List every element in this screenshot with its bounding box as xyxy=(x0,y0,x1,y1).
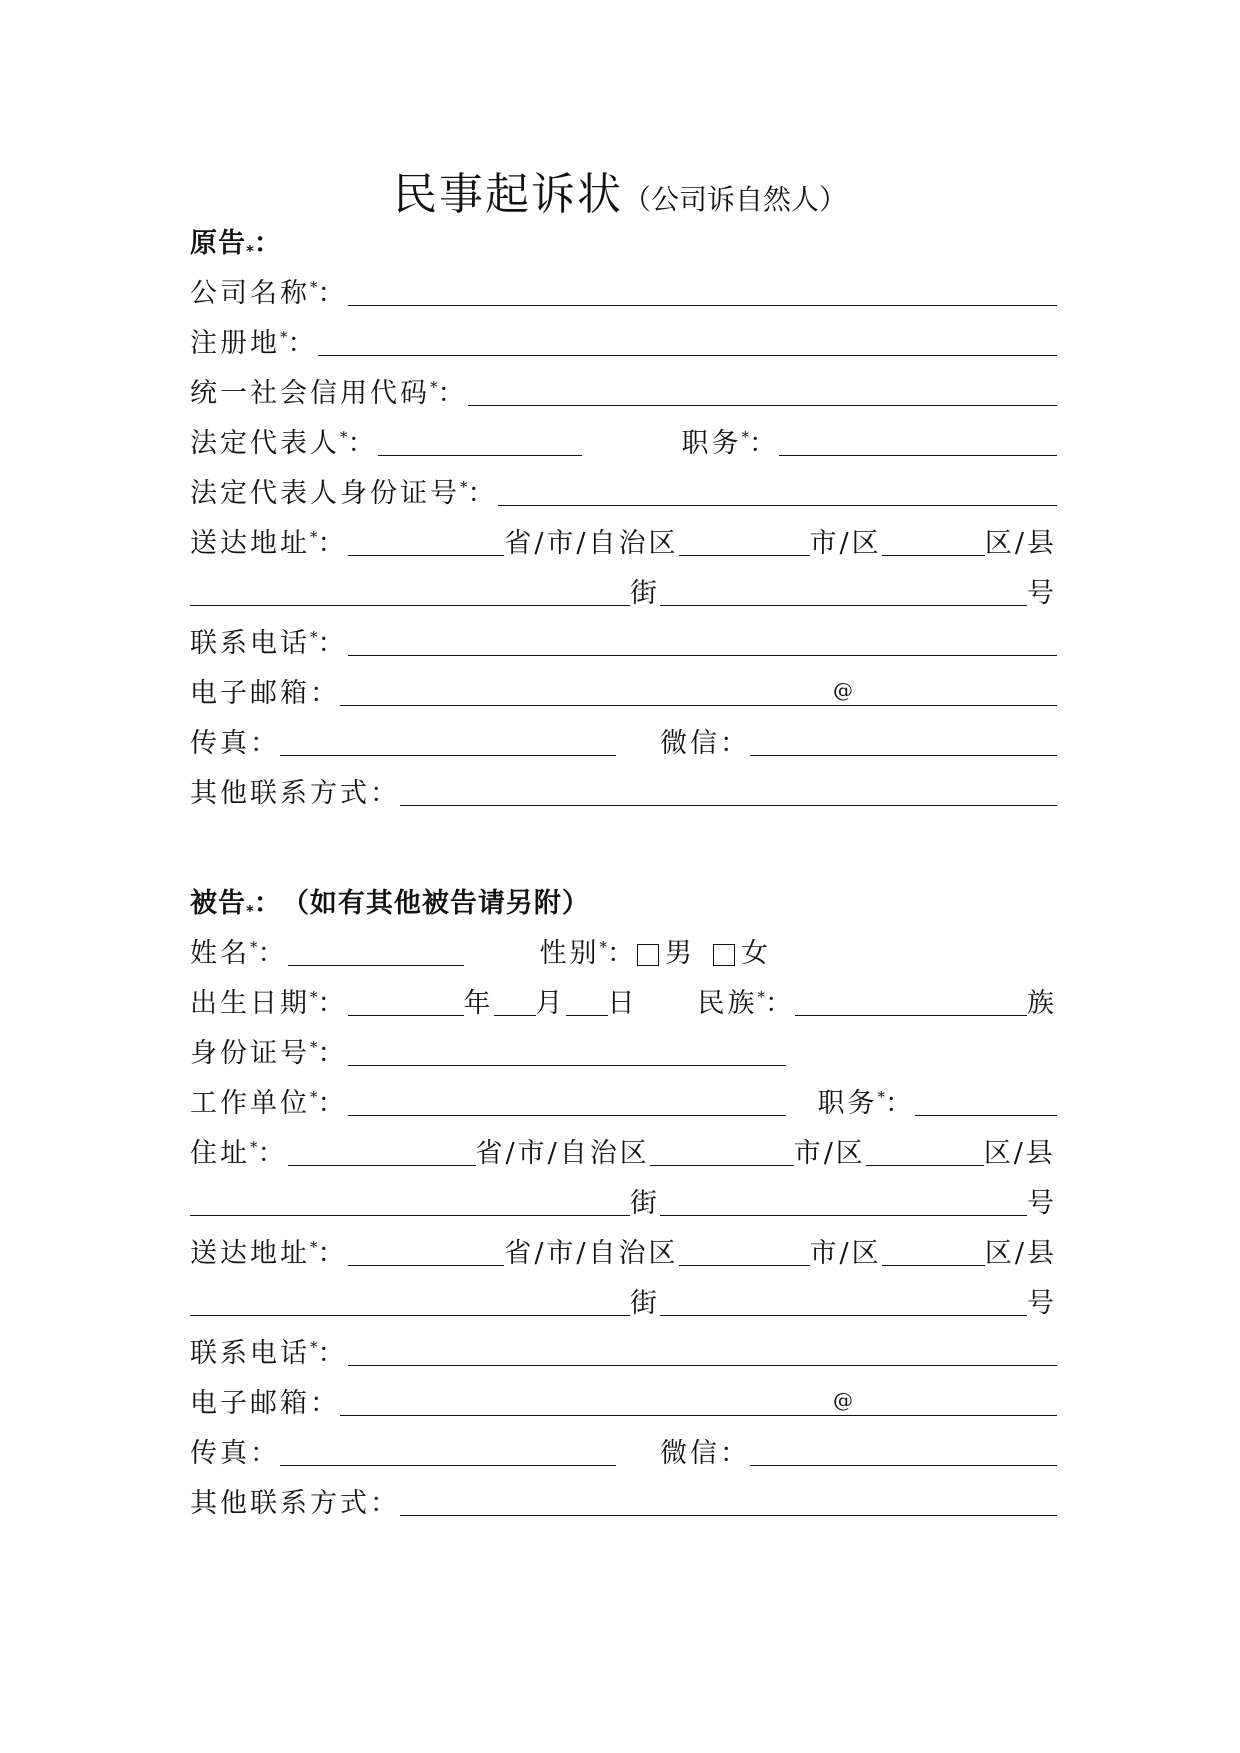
defendant-province-field[interactable] xyxy=(348,1239,505,1266)
legal-rep-field[interactable] xyxy=(378,429,582,456)
defendant-number-label: 号 xyxy=(1027,1288,1057,1319)
city-label: 市/区 xyxy=(809,528,882,559)
male-checkbox[interactable] xyxy=(637,944,659,966)
required-mark: * xyxy=(246,902,254,920)
fax-field[interactable] xyxy=(280,729,616,756)
defendant-position-field[interactable] xyxy=(915,1089,1057,1116)
defendant-phone-field[interactable] xyxy=(348,1339,1058,1366)
defendant-fax-wechat-row xyxy=(190,1428,1057,1470)
service-address-label: 送达地址*： xyxy=(190,528,348,559)
plaintiff-credit-code-row xyxy=(190,368,1057,410)
residence-street-label: 街 xyxy=(630,1188,660,1219)
workplace-field[interactable] xyxy=(348,1089,786,1116)
credit-code-field[interactable] xyxy=(468,379,1058,406)
title-sub: （公司诉自然人） xyxy=(622,183,847,216)
plaintiff-registered-address-row xyxy=(190,318,1057,360)
defendant-service-address-label: 送达地址*： xyxy=(190,1238,348,1269)
legal-rep-label: 法定代表人*： xyxy=(190,428,378,459)
required-mark: * xyxy=(246,242,254,260)
defendant-wechat-label: 微信： xyxy=(660,1438,750,1469)
male-label: 男 xyxy=(665,938,695,969)
female-label: 女 xyxy=(741,938,771,969)
ethnicity-field[interactable] xyxy=(795,989,1027,1016)
defendant-heading-label: 被告 xyxy=(190,888,246,919)
document-title xyxy=(0,158,1240,222)
defendant-heading xyxy=(190,878,1057,920)
defendant-name-gender-row xyxy=(190,928,1057,970)
plaintiff-fax-wechat-row xyxy=(190,718,1057,760)
defendant-street-label: 街 xyxy=(630,1288,660,1319)
other-contact-label: 其他联系方式： xyxy=(190,778,400,809)
plaintiff-other-contact-row xyxy=(190,768,1057,810)
defendant-birth-ethnicity-row xyxy=(190,978,1057,1020)
defendant-service-street-row xyxy=(190,1278,1057,1320)
residence-street-field[interactable] xyxy=(190,1189,630,1216)
defendant-other-contact-field[interactable] xyxy=(400,1489,1057,1516)
name-field[interactable] xyxy=(288,939,464,966)
birth-day-field[interactable] xyxy=(566,989,608,1016)
plaintiff-service-address-row xyxy=(190,518,1057,560)
legal-rep-id-label: 法定代表人身份证号*： xyxy=(190,478,498,509)
year-label: 年 xyxy=(463,988,494,1019)
plaintiff-company-name-row xyxy=(190,268,1057,310)
title-main: 民事起诉状 xyxy=(392,169,623,220)
county-label: 区/县 xyxy=(984,528,1057,559)
wechat-label: 微信： xyxy=(660,728,750,759)
plaintiff-heading-label: 原告 xyxy=(190,228,246,259)
residence-number-field[interactable] xyxy=(660,1189,1027,1216)
street-label: 街 xyxy=(630,578,660,609)
defendant-city-label: 市/区 xyxy=(809,1238,882,1269)
colon: ： xyxy=(253,228,282,259)
defendant-county-field[interactable] xyxy=(882,1239,985,1266)
defendant-service-address-row xyxy=(190,1228,1057,1270)
defendant-street-field[interactable] xyxy=(190,1289,630,1316)
province-field[interactable] xyxy=(348,529,505,556)
email-field[interactable] xyxy=(340,679,1057,706)
defendant-workplace-row xyxy=(190,1078,1057,1120)
defendant-email-label: 电子邮箱： xyxy=(190,1388,340,1419)
defendant-residence-street-row xyxy=(190,1178,1057,1220)
colon: ： xyxy=(253,888,282,919)
plaintiff-legal-rep-row xyxy=(190,418,1057,460)
defendant-email-row xyxy=(190,1378,1057,1420)
defendant-other-contact-label: 其他联系方式： xyxy=(190,1488,400,1519)
defendant-wechat-field[interactable] xyxy=(750,1439,1057,1466)
registered-address-field[interactable] xyxy=(318,329,1058,356)
fax-label: 传真： xyxy=(190,728,280,759)
defendant-county-label: 区/县 xyxy=(984,1238,1057,1269)
at-sign: @ xyxy=(833,678,853,702)
defendant-city-field[interactable] xyxy=(679,1239,810,1266)
defendant-position-label: 职务*： xyxy=(817,1088,915,1119)
plaintiff-heading xyxy=(190,218,1057,260)
name-label: 姓名*： xyxy=(190,938,288,969)
defendant-number-field[interactable] xyxy=(660,1289,1027,1316)
position-field[interactable] xyxy=(779,429,1057,456)
ethnicity-label: 民族*： xyxy=(697,988,795,1019)
email-label: 电子邮箱： xyxy=(190,678,340,709)
defendant-phone-label: 联系电话*： xyxy=(190,1338,348,1369)
defendant-heading-note: （如有其他被告请另附） xyxy=(281,888,590,919)
defendant-residence-row xyxy=(190,1128,1057,1170)
residence-province-label: 省/市/自治区 xyxy=(475,1138,650,1169)
ethnicity-suffix: 族 xyxy=(1027,988,1057,1019)
plaintiff-phone-row xyxy=(190,618,1057,660)
defendant-id-row xyxy=(190,1028,1057,1070)
residence-county-field[interactable] xyxy=(866,1139,984,1166)
day-label: 日 xyxy=(607,988,638,1019)
id-number-label: 身份证号*： xyxy=(190,1038,348,1069)
other-contact-field[interactable] xyxy=(400,779,1057,806)
defendant-phone-row xyxy=(190,1328,1057,1370)
registered-address-label: 注册地*： xyxy=(190,328,318,359)
company-name-label: 公司名称*： xyxy=(190,278,348,309)
credit-code-label: 统一社会信用代码*： xyxy=(190,378,468,409)
defendant-fax-field[interactable] xyxy=(280,1439,616,1466)
residence-province-field[interactable] xyxy=(288,1139,476,1166)
county-field[interactable] xyxy=(882,529,985,556)
gender-label: 性别*： xyxy=(539,938,637,969)
province-label: 省/市/自治区 xyxy=(504,528,679,559)
legal-rep-id-field[interactable] xyxy=(498,479,1058,506)
defendant-fax-label: 传真： xyxy=(190,1438,280,1469)
plaintiff-legal-rep-id-row xyxy=(190,468,1057,510)
city-field[interactable] xyxy=(679,529,810,556)
defendant-province-label: 省/市/自治区 xyxy=(504,1238,679,1269)
plaintiff-street-row xyxy=(190,568,1057,610)
residence-number-label: 号 xyxy=(1027,1188,1057,1219)
workplace-label: 工作单位*： xyxy=(190,1088,348,1119)
residence-city-label: 市/区 xyxy=(793,1138,866,1169)
month-label: 月 xyxy=(535,988,566,1019)
plaintiff-email-row xyxy=(190,668,1057,710)
residence-county-label: 区/县 xyxy=(983,1138,1056,1169)
wechat-field[interactable] xyxy=(750,729,1057,756)
birth-date-label: 出生日期*： xyxy=(190,988,348,1019)
defendant-at-sign: @ xyxy=(833,1388,853,1412)
number-field[interactable] xyxy=(660,579,1027,606)
defendant-email-field[interactable] xyxy=(340,1389,1057,1416)
residence-city-field[interactable] xyxy=(650,1139,794,1166)
birth-year-field[interactable] xyxy=(348,989,464,1016)
company-name-field[interactable] xyxy=(348,279,1058,306)
phone-label: 联系电话*： xyxy=(190,628,348,659)
street-field[interactable] xyxy=(190,579,630,606)
defendant-other-contact-row xyxy=(190,1478,1057,1520)
female-checkbox[interactable] xyxy=(713,944,735,966)
residence-label: 住址*： xyxy=(190,1138,288,1169)
position-label: 职务*： xyxy=(681,428,779,459)
id-number-field[interactable] xyxy=(348,1039,786,1066)
number-label: 号 xyxy=(1027,578,1057,609)
birth-month-field[interactable] xyxy=(494,989,536,1016)
phone-field[interactable] xyxy=(348,629,1058,656)
